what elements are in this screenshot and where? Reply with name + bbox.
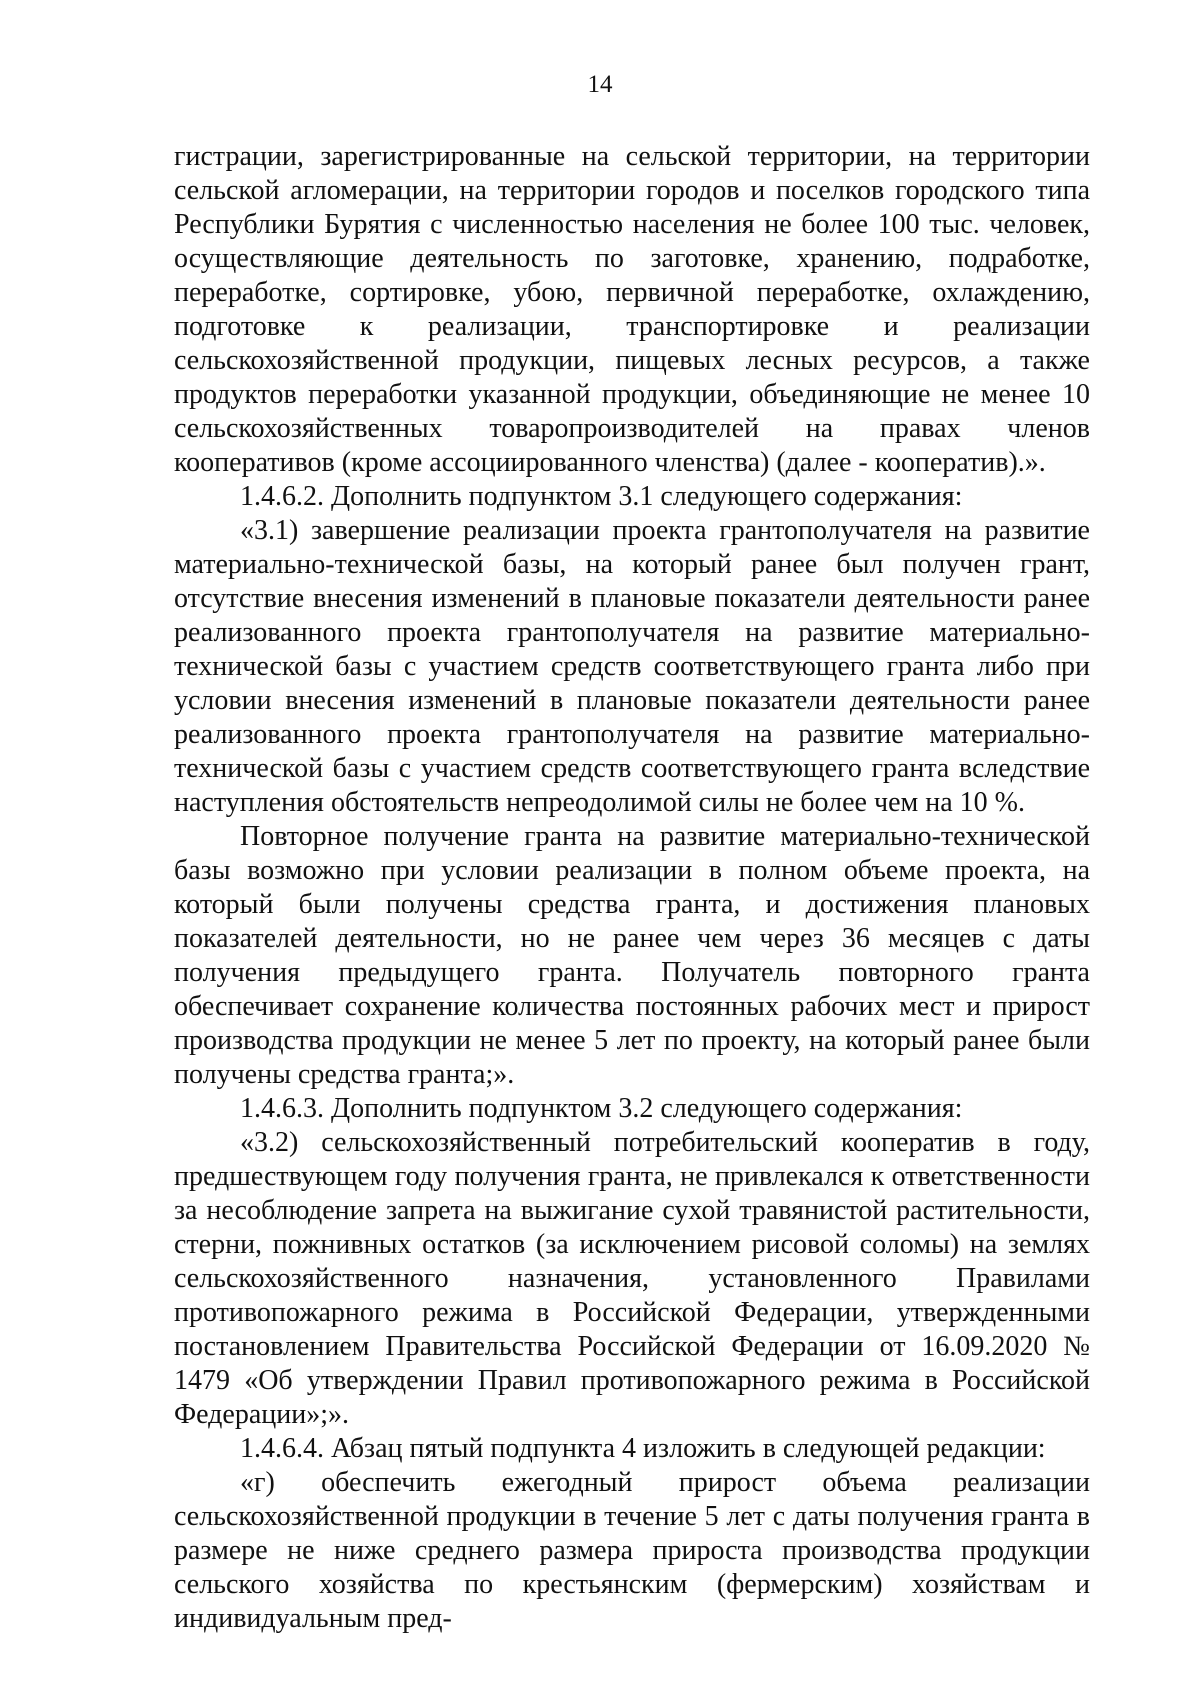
paragraph-5: 1.4.6.3. Дополнить подпунктом 3.2 следующего содержания: (240, 1093, 963, 1124)
paragraph-2: 1.4.6.2. Дополнить подпунктом 3.1 следующего содержания: (240, 481, 963, 512)
page-number: 14 (587, 71, 613, 98)
paragraph-8: «г) обеспечить ежегодный прирост объема реализации сельскохозяйственной продукции в течение 5 лет с даты получения гранта в размере не ниже среднего размера прироста производства продукции сельского хозяйства по крестьянским (фермерским) хозяйствам и индивидуальным пред- (174, 1467, 1090, 1634)
paragraph-1: гистрации, зарегистрированные на сельской территории, на территории сельской агломерации, на территории городов и поселков городского типа Республики Бурятия с численностью населения не более 100 тыс. человек, осуществляющие деятельность по заготовке, хранению, подработке, переработке, сортировке, убою, первичной переработке, охлаждению, подготовке к реализации, транспортировке и реализации сельскохозяйственной продукции, пищевых лесных ресурсов, а также продуктов переработки указанной продукции, объединяющие не менее 10 сельскохозяйственных товаропроизводителей на правах членов кооперативов (кроме ассоциированного членства) (далее - кооператив).». (174, 141, 1090, 478)
document-body (174, 140, 1090, 1636)
paragraph-6: «3.2) сельскохозяйственный потребительский кооператив в году, предшествующем году получения гранта, не привлекался к ответственности за несоблюдение запрета на выжигание сухой травянистой растительности, стерни, пожнивных остатков (за исключением рисовой соломы) на землях сельскохозяйственного назначения, установленного Правилами противопожарного режима в Российской Федерации, утвержденными постановлением Правительства Российской Федерации от 16.09.2020 № 1479 «Об утверждении Правил противопожарного режима в Российской Федерации»;». (174, 1127, 1090, 1430)
paragraph-3: «3.1) завершение реализации проекта грантополучателя на развитие материально-технической базы, на который ранее был получен грант, отсутствие внесения изменений в плановые показатели деятельности ранее реализованного проекта грантополучателя на развитие материально-технической базы с участием средств соответствующего гранта либо при условии внесения изменений в плановые показатели деятельности ранее реализованного проекта грантополучателя на развитие материально-технической базы с участием средств соответствующего гранта вследствие наступления обстоятельств непреодолимой силы не более чем на 10 %. (174, 515, 1090, 818)
paragraph-7: 1.4.6.4. Абзац пятый подпункта 4 изложить в следующей редакции: (240, 1433, 1046, 1464)
paragraph-4: Повторное получение гранта на развитие материально-технической базы возможно при условии реализации в полном объеме проекта, на который были получены средства гранта, и достижения плановых показателей деятельности, но не ранее чем через 36 месяцев с даты получения предыдущего гранта. Получатель повторного гранта обеспечивает сохранение количества постоянных рабочих мест и прирост производства продукции не менее 5 лет по проекту, на который ранее были получены средства гранта;». (174, 821, 1090, 1090)
